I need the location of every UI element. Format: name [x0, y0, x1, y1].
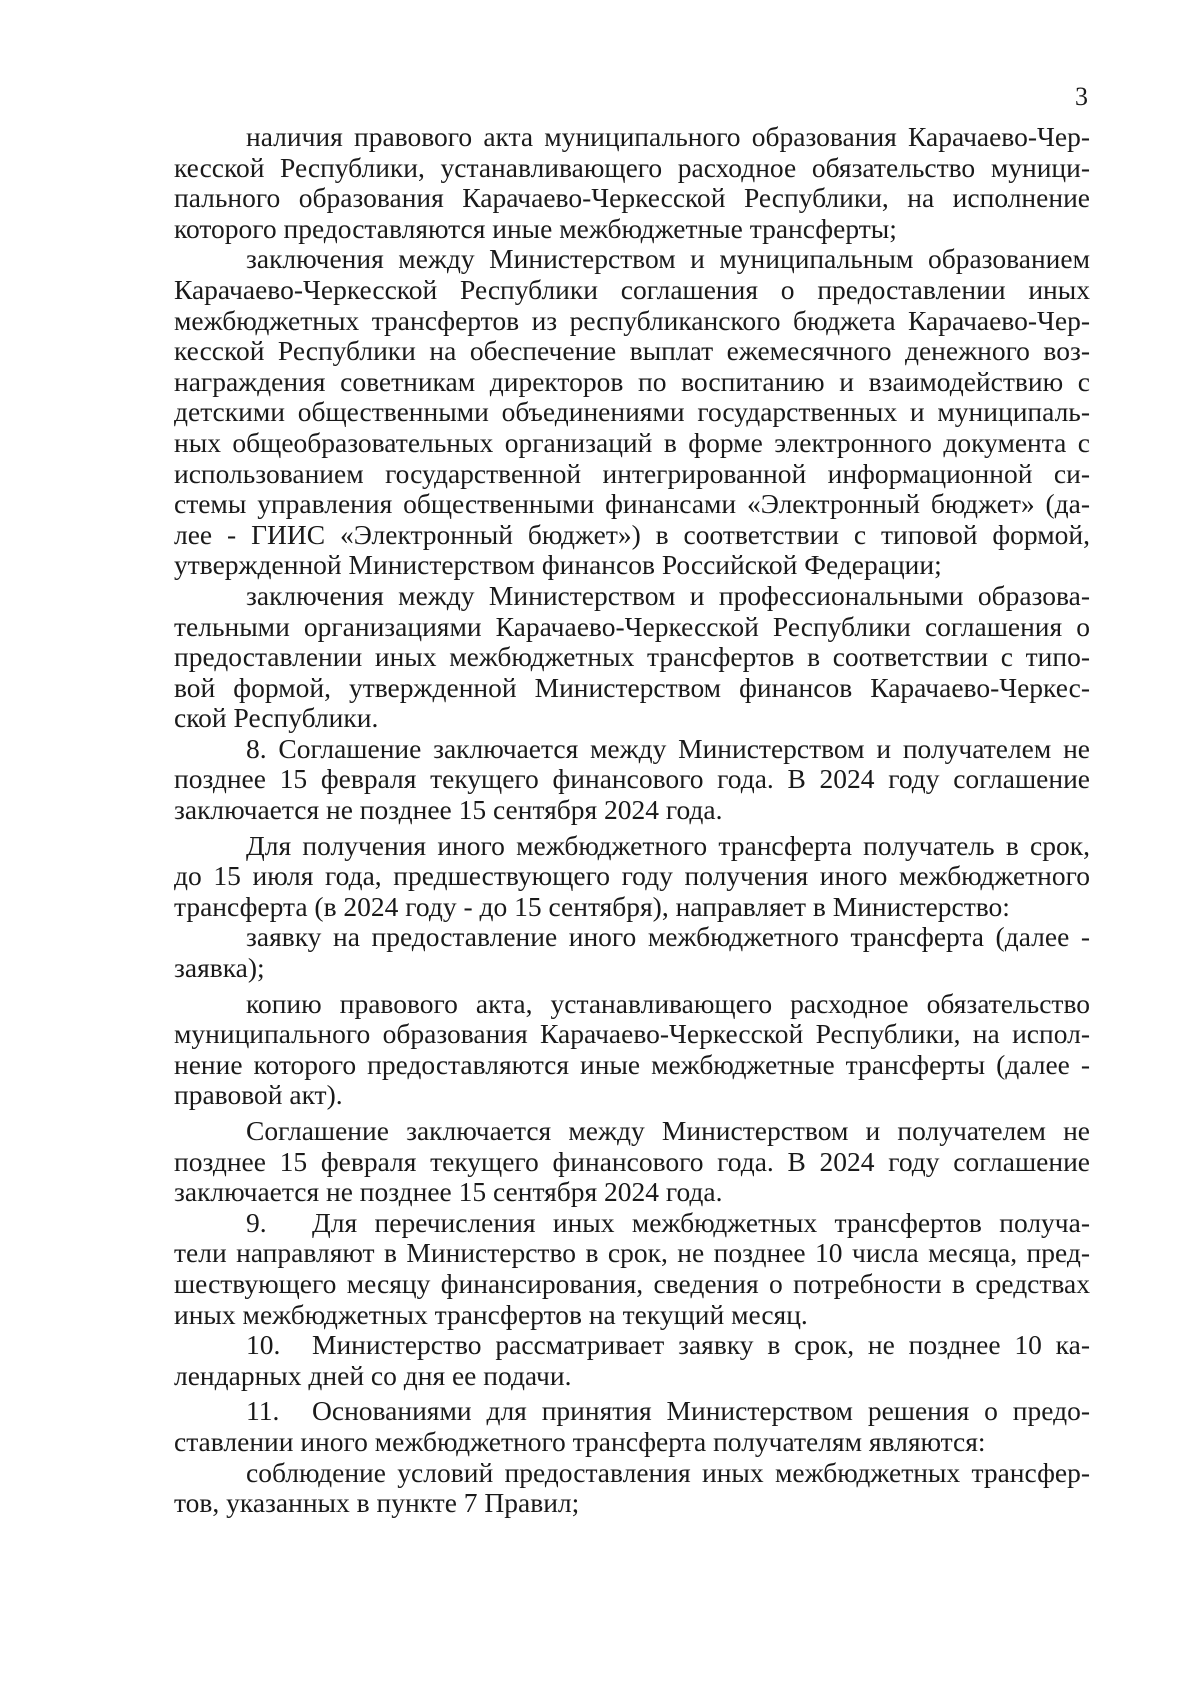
text-line: ных общеобразовательных организаций в форме электронного документа с [174, 426, 1090, 458]
paragraph-clause-9 [174, 1208, 1090, 1330]
text-line: лее - ГИИС «Электронный бюджет») в соответствии с типовой формой, [174, 518, 1090, 550]
text-line: заключается не позднее 15 сентября 2024 года. [174, 794, 723, 826]
text-line: до 15 июля года, предшествующего году получения иного межбюджетного [174, 860, 1090, 892]
text-line: 8. Соглашение заключается между Министерством и получателем не [246, 732, 1090, 764]
text-line: тели направляют в Министерство в срок, не позднее 10 числа месяца, пред- [174, 1237, 1090, 1269]
text-line: Для получения иного межбюджетного трансферта получатель в срок, [246, 829, 1090, 861]
text-line [174, 1396, 1090, 1427]
paragraph-clause-10 [174, 1330, 1090, 1391]
text-line: лендарных дней со дня ее подачи. [174, 1359, 572, 1391]
paragraph-conditions-compliance [174, 1458, 1090, 1519]
clause-number: 10. [246, 1329, 281, 1361]
paragraph-professional-agreement [174, 581, 1090, 734]
text-line: пального образования Карачаево-Черкесской Республики, на исполнение [174, 182, 1090, 214]
text-line: позднее 15 февраля текущего финансового года. В 2024 году соглашение [174, 763, 1090, 795]
text-line: позднее 15 февраля текущего финансового года. В 2024 году соглашение [174, 1145, 1090, 1177]
text-line: детскими общественными объединениями государственных и муниципаль- [174, 396, 1090, 428]
text-line: заключения между Министерством и профессиональными образова- [246, 579, 1090, 611]
text-line: использованием государственной интегрированной информационной си- [174, 457, 1090, 489]
text-line: трансферта (в 2024 году - до 15 сентября), направляет в Министерство: [174, 890, 1010, 922]
text-line: тов, указанных в пункте 7 Правил; [174, 1487, 580, 1519]
text-line: ской Республики. [174, 702, 379, 734]
clause-number: 11. [246, 1395, 280, 1427]
clause-number: 9. [246, 1206, 267, 1238]
text-line: заключения между Министерством и муниципальным образованием [246, 243, 1090, 275]
text-line: нение которого предоставляются иные межбюджетные трансферты (далее - [174, 1048, 1090, 1080]
text-line: заявка); [174, 952, 265, 984]
text-line: вой формой, утвержденной Министерством финансов Карачаево-Черкес- [174, 671, 1090, 703]
text-line [174, 1208, 1090, 1239]
paragraph-clause-8 [174, 734, 1090, 826]
paragraph-municipal-agreement [174, 244, 1090, 581]
paragraph-agreement-deadline [174, 1116, 1090, 1208]
text-line: кесской Республики, устанавливающего расходное обязательство муници- [174, 151, 1090, 183]
clause-text: Для перечисления иных межбюджетных трансфертов получа- [312, 1206, 1090, 1238]
text-line: Соглашение заключается между Министерством и получателем не [246, 1115, 1090, 1146]
paragraph-application-procedure [174, 831, 1090, 923]
text-line: правовой акт). [174, 1079, 343, 1111]
text-line: муниципального образования Карачаево-Черкесской Республики, на испол- [174, 1018, 1090, 1050]
paragraph-application-item [174, 922, 1090, 983]
text-line: заключается не позднее 15 сентября 2024 года. [174, 1176, 723, 1208]
text-line: ставлении иного межбюджетного трансферта получателям являются: [174, 1425, 986, 1457]
page-number: 3 [1075, 82, 1088, 111]
text-line: которого предоставляются иные межбюджетные трансферты; [174, 212, 897, 244]
clause-text: Основаниями для принятия Министерством решения о предо- [312, 1395, 1090, 1427]
text-line: кесской Республики на обеспечение выплат ежемесячного денежного воз- [174, 335, 1090, 367]
paragraph-legal-act-copy [174, 989, 1090, 1111]
text-line: стемы управления общественными финансами «Электронный бюджет» (да- [174, 488, 1090, 520]
text-line: наличия правового акта муниципального образования Карачаево-Чер- [246, 121, 1090, 152]
paragraph-legal-act-condition [174, 122, 1090, 244]
text-line: межбюджетных трансфертов из республиканского бюджета Карачаево-Чер- [174, 304, 1090, 336]
text-line: Карачаево-Черкесской Республики соглашения о предоставлении иных [174, 273, 1090, 305]
text-line: утвержденной Министерством финансов Российской Федерации; [174, 549, 942, 581]
text-line: шествующего месяцу финансирования, сведения о потребности в средствах [174, 1267, 1090, 1299]
text-line: иных межбюджетных трансфертов на текущий месяц. [174, 1298, 808, 1330]
clause-text: Министерство рассматривает заявку в срок, не позднее 10 ка- [312, 1329, 1090, 1361]
text-line: награждения советникам директоров по воспитанию и взаимодействию с [174, 365, 1090, 397]
text-line: копию правового акта, устанавливающего расходное обязательство [246, 987, 1090, 1019]
text-line [174, 1330, 1090, 1361]
text-line: заявку на предоставление иного межбюджетного трансферта (далее - [246, 921, 1090, 953]
text-line: тельными организациями Карачаево-Черкесской Республики соглашения о [174, 610, 1090, 642]
text-line: предоставлении иных межбюджетных трансфертов в соответствии с типо- [174, 641, 1090, 673]
text-line: соблюдение условий предоставления иных межбюджетных трансфер- [246, 1456, 1090, 1488]
document-body [174, 122, 1090, 1519]
paragraph-clause-11 [174, 1396, 1090, 1457]
